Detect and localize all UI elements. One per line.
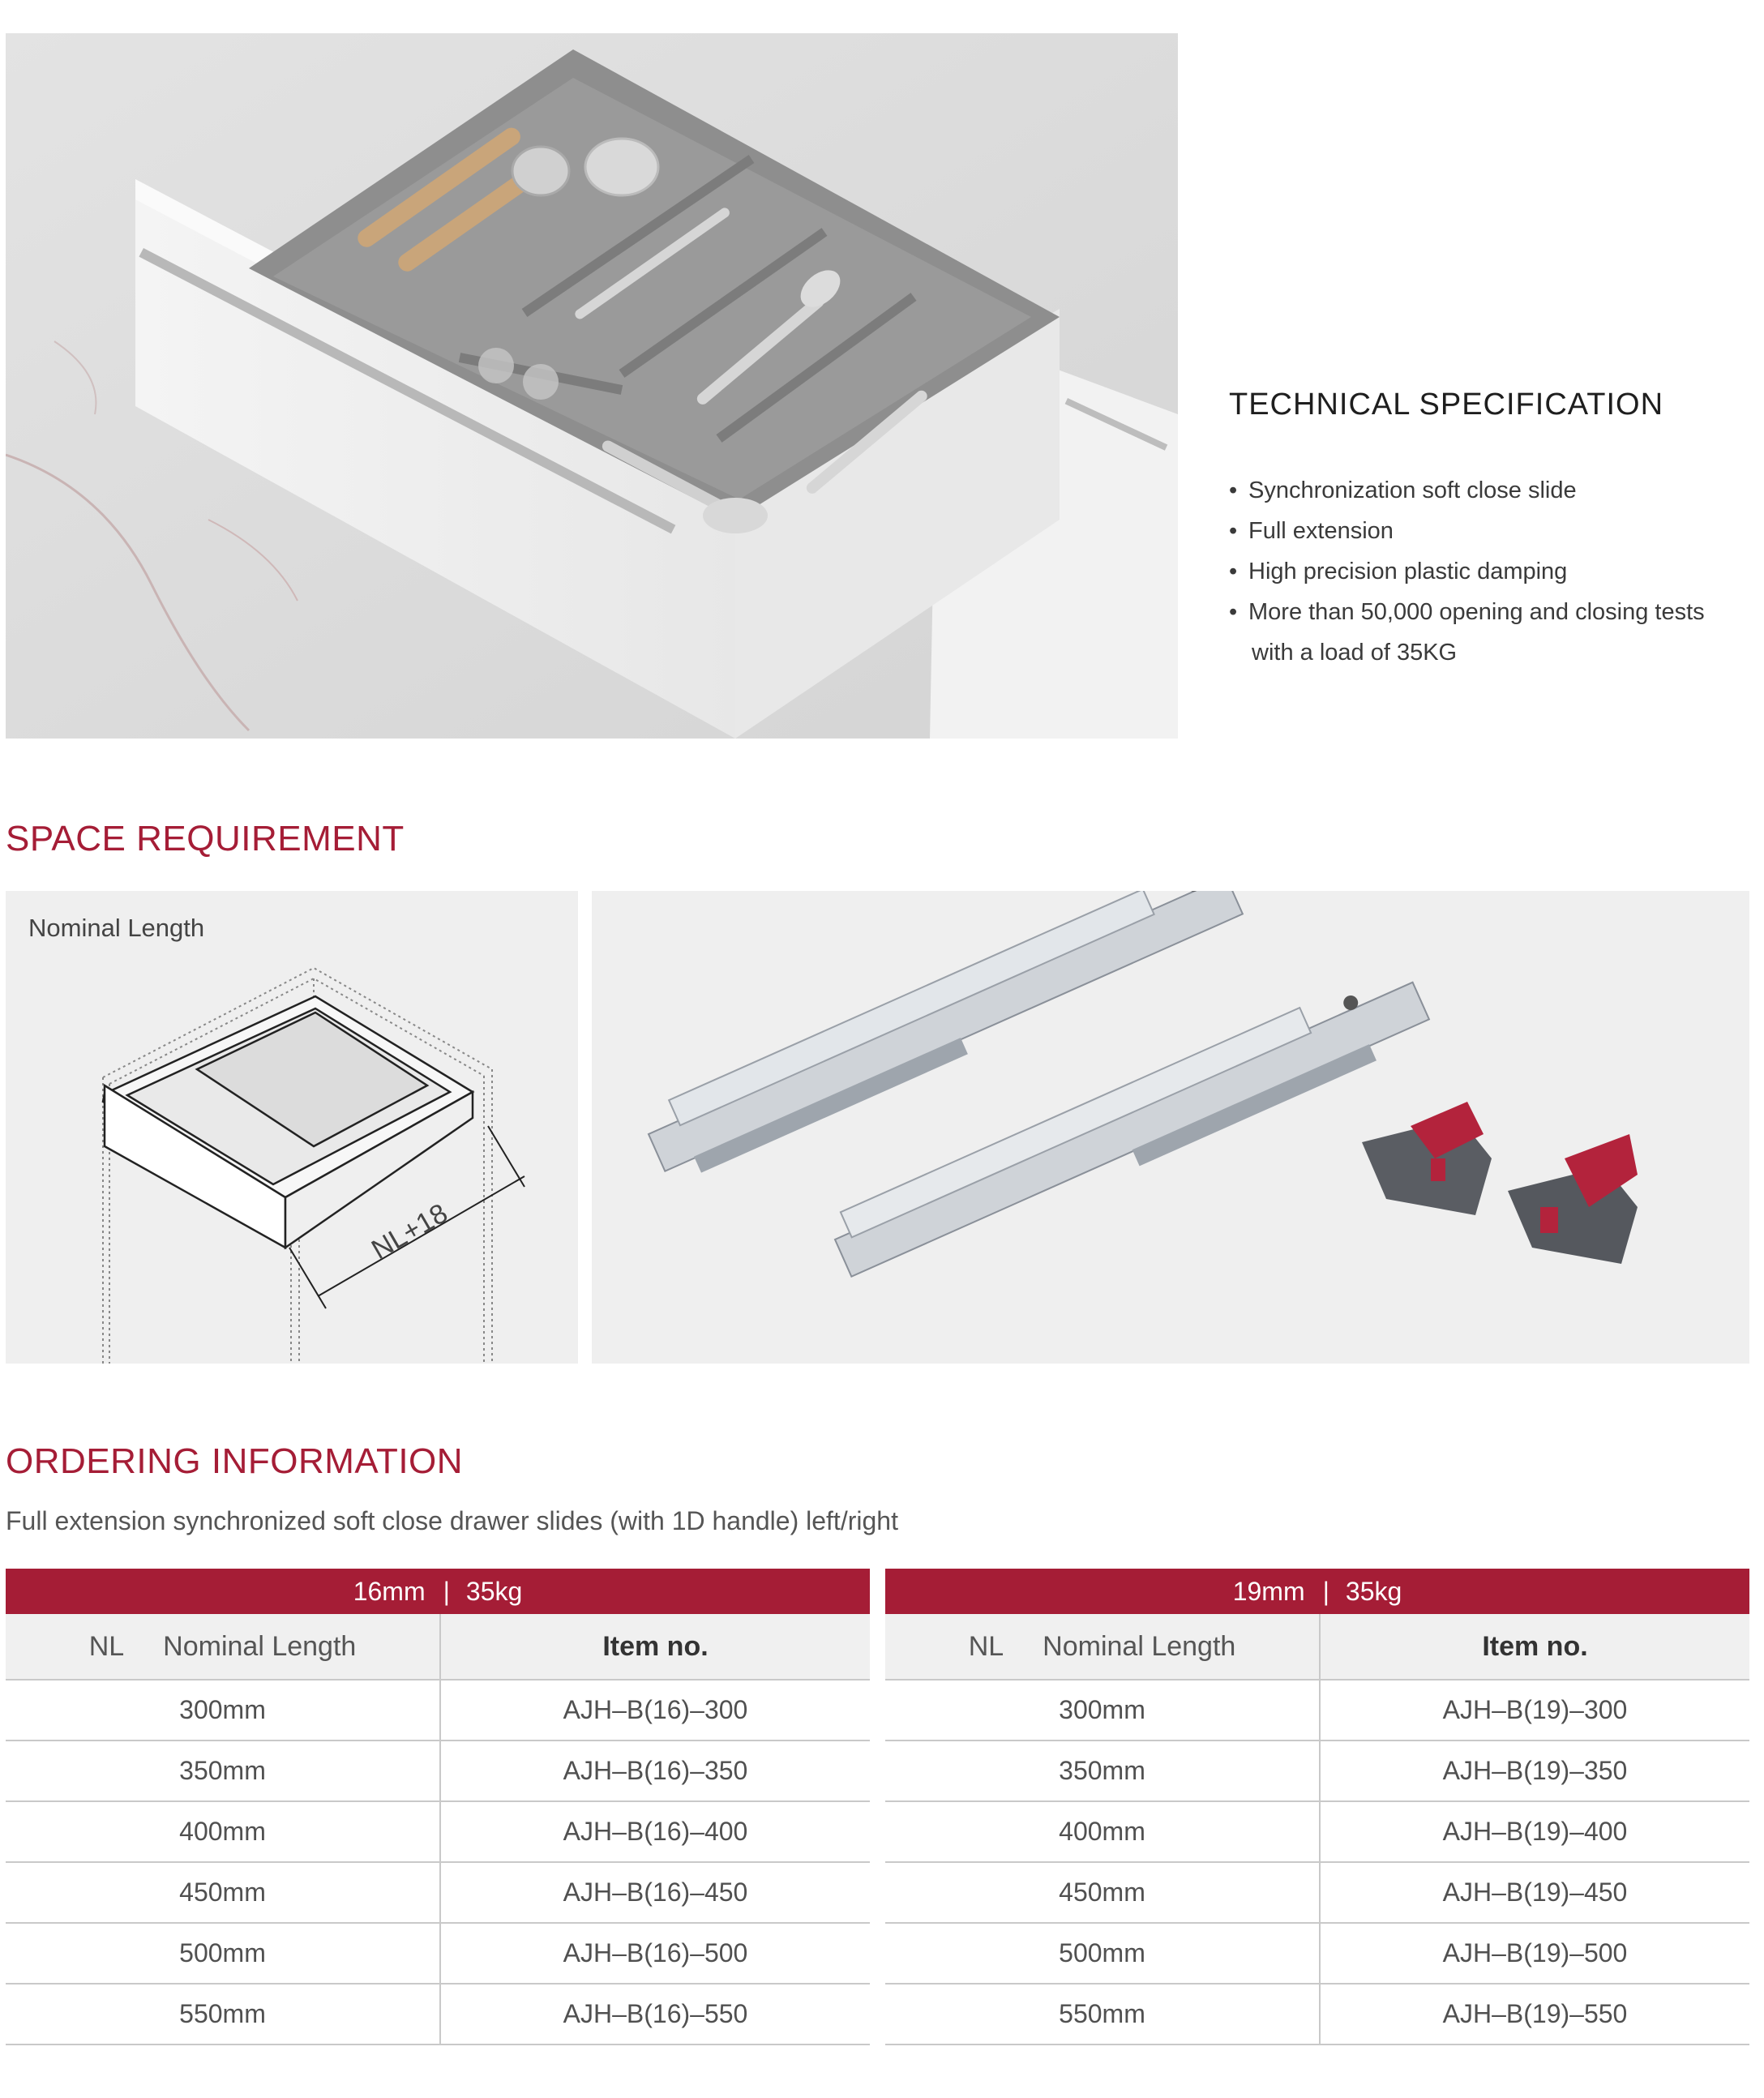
spec-item: • More than 50,000 opening and closing tests	[1229, 592, 1748, 632]
band-separator: |	[1322, 1576, 1329, 1606]
table-row	[6, 1801, 870, 1862]
thickness-label: 16mm	[353, 1576, 426, 1606]
column-header-item: Item no.	[440, 1614, 870, 1680]
drawer-photo	[6, 33, 1178, 739]
table-row	[885, 1923, 1749, 1984]
thickness-label: 19mm	[1232, 1576, 1305, 1606]
table-row	[6, 1862, 870, 1923]
ordering-information-title: ORDERING INFORMATION	[6, 1441, 464, 1481]
table-row	[885, 1680, 1749, 1740]
item-cell: AJH–B(16)–300	[440, 1680, 870, 1740]
table-row	[6, 1680, 870, 1740]
length-cell: 550mm	[6, 1984, 440, 2044]
item-cell: AJH–B(16)–500	[440, 1923, 870, 1984]
item-cell: AJH–B(16)–550	[440, 1984, 870, 2044]
column-header-row	[885, 1614, 1749, 1680]
nl-header: NL	[968, 1630, 1004, 1662]
dimension-label: NL+18	[366, 1197, 453, 1265]
length-cell: 450mm	[6, 1862, 440, 1923]
slides-photo	[592, 891, 1749, 1364]
column-header-length	[885, 1614, 1320, 1680]
ordering-table-19mm	[885, 1569, 1749, 2045]
length-cell: 500mm	[885, 1923, 1320, 1984]
table-row	[6, 1984, 870, 2044]
ordering-table-16mm	[6, 1569, 870, 2045]
spec-item: • Synchronization soft close slide	[1229, 470, 1748, 511]
spec-item-continuation: with a load of 35KG	[1252, 640, 1458, 666]
drawer-box-drawing	[6, 891, 578, 1364]
drawer-illustration	[6, 33, 1178, 739]
length-cell: 300mm	[885, 1680, 1320, 1740]
length-cell: 350mm	[885, 1740, 1320, 1801]
length-cell: 450mm	[885, 1862, 1320, 1923]
length-cell: 400mm	[885, 1801, 1320, 1862]
ordering-subtitle: Full extension synchronized soft close drawer slides (with 1D handle) left/right	[6, 1506, 898, 1535]
tech-spec-title: TECHNICAL SPECIFICATION	[1229, 387, 1664, 422]
column-header-item: Item no.	[1320, 1614, 1749, 1680]
item-cell: AJH–B(19)–300	[1320, 1680, 1749, 1740]
load-label: 35kg	[1345, 1576, 1402, 1606]
table-row	[885, 1862, 1749, 1923]
table-row	[885, 1984, 1749, 2044]
table-band-header	[6, 1569, 870, 1614]
table-row	[885, 1801, 1749, 1862]
spec-item: • High precision plastic damping	[1229, 551, 1748, 592]
load-label: 35kg	[465, 1576, 523, 1606]
item-cell: AJH–B(19)–400	[1320, 1801, 1749, 1862]
spec-item: • Full extension	[1229, 511, 1748, 551]
length-cell: 300mm	[6, 1680, 440, 1740]
item-cell: AJH–B(19)–450	[1320, 1862, 1749, 1923]
slides-illustration	[592, 891, 1749, 1364]
tech-spec-list	[1229, 470, 1748, 632]
nominal-length-header: Nominal Length	[163, 1630, 357, 1662]
item-cell: AJH–B(19)–350	[1320, 1740, 1749, 1801]
item-cell: AJH–B(16)–350	[440, 1740, 870, 1801]
space-requirement-title: SPACE REQUIREMENT	[6, 819, 405, 858]
length-cell: 350mm	[6, 1740, 440, 1801]
length-cell: 550mm	[885, 1984, 1320, 2044]
item-cell: AJH–B(19)–500	[1320, 1923, 1749, 1984]
table-row	[6, 1740, 870, 1801]
table-row	[885, 1740, 1749, 1801]
column-header-row	[6, 1614, 870, 1680]
table-band-header	[885, 1569, 1749, 1614]
column-header-length	[6, 1614, 440, 1680]
nominal-length-label: Nominal Length	[28, 914, 205, 942]
nl-header: NL	[88, 1630, 125, 1662]
length-cell: 500mm	[6, 1923, 440, 1984]
item-cell: AJH–B(16)–400	[440, 1801, 870, 1862]
nominal-length-diagram	[6, 891, 578, 1364]
item-cell: AJH–B(19)–550	[1320, 1984, 1749, 2044]
nominal-length-header: Nominal Length	[1043, 1630, 1236, 1662]
band-separator: |	[443, 1576, 450, 1606]
item-cell: AJH–B(16)–450	[440, 1862, 870, 1923]
table-row	[6, 1923, 870, 1984]
length-cell: 400mm	[6, 1801, 440, 1862]
